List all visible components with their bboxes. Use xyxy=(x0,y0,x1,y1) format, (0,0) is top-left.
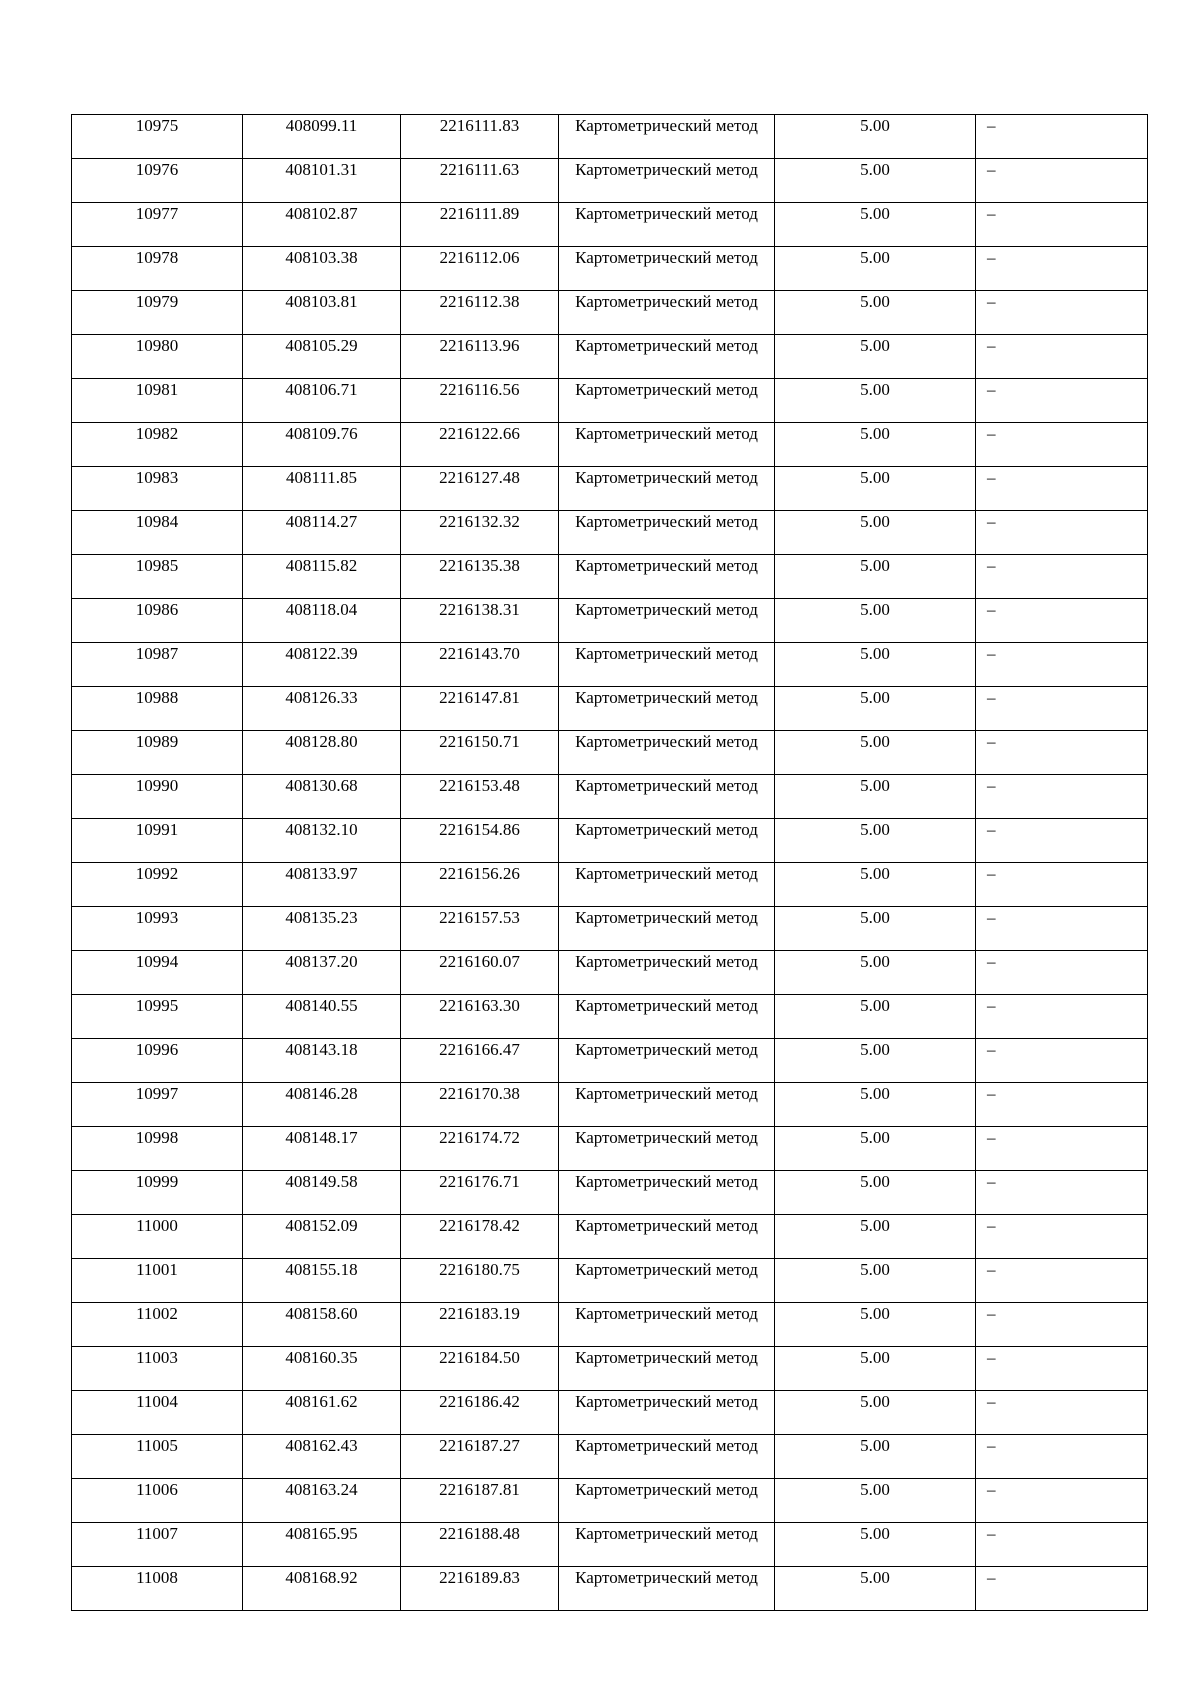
note-cell: – xyxy=(976,1083,1148,1127)
table-row xyxy=(72,907,1148,951)
x-coordinate-cell: 408103.38 xyxy=(243,247,401,291)
point-number-cell: 10993 xyxy=(72,907,243,951)
note-cell: – xyxy=(976,511,1148,555)
accuracy-cell: 5.00 xyxy=(775,1347,976,1391)
x-coordinate-cell: 408168.92 xyxy=(243,1567,401,1611)
method-cell: Картометрический метод xyxy=(559,1303,775,1347)
y-coordinate-cell: 2216187.81 xyxy=(401,1479,559,1523)
note-cell: – xyxy=(976,1259,1148,1303)
table-row xyxy=(72,995,1148,1039)
method-cell: Картометрический метод xyxy=(559,1435,775,1479)
x-coordinate-cell: 408165.95 xyxy=(243,1523,401,1567)
note-cell: – xyxy=(976,995,1148,1039)
accuracy-cell: 5.00 xyxy=(775,1435,976,1479)
note-cell: – xyxy=(976,863,1148,907)
point-number-cell: 11002 xyxy=(72,1303,243,1347)
table-row xyxy=(72,467,1148,511)
method-cell: Картометрический метод xyxy=(559,1391,775,1435)
table-row xyxy=(72,1083,1148,1127)
accuracy-cell: 5.00 xyxy=(775,775,976,819)
y-coordinate-cell: 2216188.48 xyxy=(401,1523,559,1567)
note-cell: – xyxy=(976,1523,1148,1567)
table-row xyxy=(72,775,1148,819)
point-number-cell: 10985 xyxy=(72,555,243,599)
method-cell: Картометрический метод xyxy=(559,115,775,159)
y-coordinate-cell: 2216147.81 xyxy=(401,687,559,731)
x-coordinate-cell: 408140.55 xyxy=(243,995,401,1039)
point-number-cell: 11000 xyxy=(72,1215,243,1259)
accuracy-cell: 5.00 xyxy=(775,1215,976,1259)
method-cell: Картометрический метод xyxy=(559,335,775,379)
table-row xyxy=(72,863,1148,907)
note-cell: – xyxy=(976,1303,1148,1347)
y-coordinate-cell: 2216156.26 xyxy=(401,863,559,907)
y-coordinate-cell: 2216187.27 xyxy=(401,1435,559,1479)
accuracy-cell: 5.00 xyxy=(775,291,976,335)
note-cell: – xyxy=(976,1479,1148,1523)
point-number-cell: 10975 xyxy=(72,115,243,159)
y-coordinate-cell: 2216122.66 xyxy=(401,423,559,467)
note-cell: – xyxy=(976,247,1148,291)
x-coordinate-cell: 408137.20 xyxy=(243,951,401,995)
method-cell: Картометрический метод xyxy=(559,423,775,467)
note-cell: – xyxy=(976,159,1148,203)
accuracy-cell: 5.00 xyxy=(775,1303,976,1347)
coordinates-table-body xyxy=(72,115,1148,1611)
point-number-cell: 10991 xyxy=(72,819,243,863)
accuracy-cell: 5.00 xyxy=(775,1523,976,1567)
x-coordinate-cell: 408109.76 xyxy=(243,423,401,467)
note-cell: – xyxy=(976,819,1148,863)
y-coordinate-cell: 2216150.71 xyxy=(401,731,559,775)
note-cell: – xyxy=(976,643,1148,687)
point-number-cell: 11001 xyxy=(72,1259,243,1303)
point-number-cell: 10997 xyxy=(72,1083,243,1127)
x-coordinate-cell: 408135.23 xyxy=(243,907,401,951)
accuracy-cell: 5.00 xyxy=(775,731,976,775)
x-coordinate-cell: 408130.68 xyxy=(243,775,401,819)
x-coordinate-cell: 408162.43 xyxy=(243,1435,401,1479)
table-row xyxy=(72,819,1148,863)
method-cell: Картометрический метод xyxy=(559,1259,775,1303)
x-coordinate-cell: 408122.39 xyxy=(243,643,401,687)
y-coordinate-cell: 2216174.72 xyxy=(401,1127,559,1171)
point-number-cell: 10978 xyxy=(72,247,243,291)
point-number-cell: 10989 xyxy=(72,731,243,775)
table-row xyxy=(72,1523,1148,1567)
note-cell: – xyxy=(976,907,1148,951)
accuracy-cell: 5.00 xyxy=(775,203,976,247)
x-coordinate-cell: 408143.18 xyxy=(243,1039,401,1083)
y-coordinate-cell: 2216138.31 xyxy=(401,599,559,643)
x-coordinate-cell: 408163.24 xyxy=(243,1479,401,1523)
accuracy-cell: 5.00 xyxy=(775,511,976,555)
note-cell: – xyxy=(976,379,1148,423)
table-row xyxy=(72,1479,1148,1523)
point-number-cell: 10992 xyxy=(72,863,243,907)
accuracy-cell: 5.00 xyxy=(775,379,976,423)
y-coordinate-cell: 2216183.19 xyxy=(401,1303,559,1347)
x-coordinate-cell: 408111.85 xyxy=(243,467,401,511)
point-number-cell: 10995 xyxy=(72,995,243,1039)
y-coordinate-cell: 2216180.75 xyxy=(401,1259,559,1303)
point-number-cell: 11007 xyxy=(72,1523,243,1567)
y-coordinate-cell: 2216113.96 xyxy=(401,335,559,379)
y-coordinate-cell: 2216170.38 xyxy=(401,1083,559,1127)
note-cell: – xyxy=(976,555,1148,599)
note-cell: – xyxy=(976,291,1148,335)
table-row xyxy=(72,555,1148,599)
x-coordinate-cell: 408128.80 xyxy=(243,731,401,775)
x-coordinate-cell: 408155.18 xyxy=(243,1259,401,1303)
point-number-cell: 10976 xyxy=(72,159,243,203)
y-coordinate-cell: 2216153.48 xyxy=(401,775,559,819)
accuracy-cell: 5.00 xyxy=(775,1391,976,1435)
method-cell: Картометрический метод xyxy=(559,247,775,291)
table-row xyxy=(72,1171,1148,1215)
point-number-cell: 11003 xyxy=(72,1347,243,1391)
point-number-cell: 10986 xyxy=(72,599,243,643)
x-coordinate-cell: 408126.33 xyxy=(243,687,401,731)
x-coordinate-cell: 408106.71 xyxy=(243,379,401,423)
table-row xyxy=(72,423,1148,467)
table-row xyxy=(72,511,1148,555)
table-row xyxy=(72,643,1148,687)
method-cell: Картометрический метод xyxy=(559,203,775,247)
note-cell: – xyxy=(976,1347,1148,1391)
y-coordinate-cell: 2216127.48 xyxy=(401,467,559,511)
note-cell: – xyxy=(976,731,1148,775)
note-cell: – xyxy=(976,599,1148,643)
method-cell: Картометрический метод xyxy=(559,1171,775,1215)
method-cell: Картометрический метод xyxy=(559,291,775,335)
note-cell: – xyxy=(976,775,1148,819)
x-coordinate-cell: 408149.58 xyxy=(243,1171,401,1215)
note-cell: – xyxy=(976,423,1148,467)
point-number-cell: 11008 xyxy=(72,1567,243,1611)
method-cell: Картометрический метод xyxy=(559,1479,775,1523)
table-row xyxy=(72,731,1148,775)
x-coordinate-cell: 408133.97 xyxy=(243,863,401,907)
table-row xyxy=(72,687,1148,731)
method-cell: Картометрический метод xyxy=(559,907,775,951)
point-number-cell: 10982 xyxy=(72,423,243,467)
accuracy-cell: 5.00 xyxy=(775,115,976,159)
note-cell: – xyxy=(976,1127,1148,1171)
point-number-cell: 10998 xyxy=(72,1127,243,1171)
point-number-cell: 10990 xyxy=(72,775,243,819)
accuracy-cell: 5.00 xyxy=(775,247,976,291)
method-cell: Картометрический метод xyxy=(559,1039,775,1083)
method-cell: Картометрический метод xyxy=(559,599,775,643)
method-cell: Картометрический метод xyxy=(559,379,775,423)
table-row xyxy=(72,1039,1148,1083)
note-cell: – xyxy=(976,467,1148,511)
x-coordinate-cell: 408101.31 xyxy=(243,159,401,203)
method-cell: Картометрический метод xyxy=(559,1083,775,1127)
point-number-cell: 10996 xyxy=(72,1039,243,1083)
x-coordinate-cell: 408152.09 xyxy=(243,1215,401,1259)
accuracy-cell: 5.00 xyxy=(775,599,976,643)
point-number-cell: 10987 xyxy=(72,643,243,687)
table-row xyxy=(72,1567,1148,1611)
point-number-cell: 10980 xyxy=(72,335,243,379)
method-cell: Картометрический метод xyxy=(559,775,775,819)
point-number-cell: 10988 xyxy=(72,687,243,731)
point-number-cell: 10999 xyxy=(72,1171,243,1215)
y-coordinate-cell: 2216176.71 xyxy=(401,1171,559,1215)
table-row xyxy=(72,115,1148,159)
point-number-cell: 10981 xyxy=(72,379,243,423)
accuracy-cell: 5.00 xyxy=(775,467,976,511)
method-cell: Картометрический метод xyxy=(559,467,775,511)
table-row xyxy=(72,599,1148,643)
y-coordinate-cell: 2216178.42 xyxy=(401,1215,559,1259)
note-cell: – xyxy=(976,335,1148,379)
accuracy-cell: 5.00 xyxy=(775,1127,976,1171)
y-coordinate-cell: 2216112.38 xyxy=(401,291,559,335)
method-cell: Картометрический метод xyxy=(559,995,775,1039)
x-coordinate-cell: 408099.11 xyxy=(243,115,401,159)
y-coordinate-cell: 2216154.86 xyxy=(401,819,559,863)
note-cell: – xyxy=(976,115,1148,159)
accuracy-cell: 5.00 xyxy=(775,951,976,995)
point-number-cell: 10977 xyxy=(72,203,243,247)
method-cell: Картометрический метод xyxy=(559,1215,775,1259)
table-row xyxy=(72,1127,1148,1171)
y-coordinate-cell: 2216111.83 xyxy=(401,115,559,159)
accuracy-cell: 5.00 xyxy=(775,335,976,379)
method-cell: Картометрический метод xyxy=(559,159,775,203)
note-cell: – xyxy=(976,1435,1148,1479)
x-coordinate-cell: 408148.17 xyxy=(243,1127,401,1171)
coordinates-table xyxy=(71,114,1148,1611)
method-cell: Картометрический метод xyxy=(559,731,775,775)
y-coordinate-cell: 2216111.63 xyxy=(401,159,559,203)
x-coordinate-cell: 408132.10 xyxy=(243,819,401,863)
table-row xyxy=(72,1215,1148,1259)
method-cell: Картометрический метод xyxy=(559,1567,775,1611)
note-cell: – xyxy=(976,951,1148,995)
x-coordinate-cell: 408160.35 xyxy=(243,1347,401,1391)
accuracy-cell: 5.00 xyxy=(775,819,976,863)
table-row xyxy=(72,1435,1148,1479)
y-coordinate-cell: 2216143.70 xyxy=(401,643,559,687)
point-number-cell: 10983 xyxy=(72,467,243,511)
y-coordinate-cell: 2216163.30 xyxy=(401,995,559,1039)
table-row xyxy=(72,1303,1148,1347)
note-cell: – xyxy=(976,1567,1148,1611)
method-cell: Картометрический метод xyxy=(559,863,775,907)
method-cell: Картометрический метод xyxy=(559,687,775,731)
accuracy-cell: 5.00 xyxy=(775,687,976,731)
point-number-cell: 10994 xyxy=(72,951,243,995)
accuracy-cell: 5.00 xyxy=(775,995,976,1039)
accuracy-cell: 5.00 xyxy=(775,1083,976,1127)
accuracy-cell: 5.00 xyxy=(775,1039,976,1083)
y-coordinate-cell: 2216111.89 xyxy=(401,203,559,247)
point-number-cell: 10984 xyxy=(72,511,243,555)
method-cell: Картометрический метод xyxy=(559,1127,775,1171)
table-row xyxy=(72,1259,1148,1303)
y-coordinate-cell: 2216166.47 xyxy=(401,1039,559,1083)
accuracy-cell: 5.00 xyxy=(775,1479,976,1523)
x-coordinate-cell: 408105.29 xyxy=(243,335,401,379)
table-row xyxy=(72,291,1148,335)
y-coordinate-cell: 2216184.50 xyxy=(401,1347,559,1391)
method-cell: Картометрический метод xyxy=(559,555,775,599)
accuracy-cell: 5.00 xyxy=(775,1259,976,1303)
table-row xyxy=(72,335,1148,379)
table-row xyxy=(72,159,1148,203)
note-cell: – xyxy=(976,1215,1148,1259)
y-coordinate-cell: 2216116.56 xyxy=(401,379,559,423)
point-number-cell: 11004 xyxy=(72,1391,243,1435)
y-coordinate-cell: 2216135.38 xyxy=(401,555,559,599)
accuracy-cell: 5.00 xyxy=(775,907,976,951)
note-cell: – xyxy=(976,687,1148,731)
method-cell: Картометрический метод xyxy=(559,951,775,995)
method-cell: Картометрический метод xyxy=(559,1523,775,1567)
point-number-cell: 11005 xyxy=(72,1435,243,1479)
point-number-cell: 10979 xyxy=(72,291,243,335)
x-coordinate-cell: 408102.87 xyxy=(243,203,401,247)
x-coordinate-cell: 408161.62 xyxy=(243,1391,401,1435)
x-coordinate-cell: 408114.27 xyxy=(243,511,401,555)
accuracy-cell: 5.00 xyxy=(775,643,976,687)
method-cell: Картометрический метод xyxy=(559,819,775,863)
y-coordinate-cell: 2216157.53 xyxy=(401,907,559,951)
y-coordinate-cell: 2216112.06 xyxy=(401,247,559,291)
accuracy-cell: 5.00 xyxy=(775,159,976,203)
table-row xyxy=(72,951,1148,995)
y-coordinate-cell: 2216186.42 xyxy=(401,1391,559,1435)
table-row xyxy=(72,203,1148,247)
y-coordinate-cell: 2216160.07 xyxy=(401,951,559,995)
accuracy-cell: 5.00 xyxy=(775,1567,976,1611)
method-cell: Картометрический метод xyxy=(559,511,775,555)
point-number-cell: 11006 xyxy=(72,1479,243,1523)
accuracy-cell: 5.00 xyxy=(775,555,976,599)
note-cell: – xyxy=(976,203,1148,247)
x-coordinate-cell: 408146.28 xyxy=(243,1083,401,1127)
table-row xyxy=(72,247,1148,291)
note-cell: – xyxy=(976,1171,1148,1215)
method-cell: Картометрический метод xyxy=(559,1347,775,1391)
x-coordinate-cell: 408103.81 xyxy=(243,291,401,335)
accuracy-cell: 5.00 xyxy=(775,1171,976,1215)
accuracy-cell: 5.00 xyxy=(775,423,976,467)
table-row xyxy=(72,1391,1148,1435)
table-row xyxy=(72,1347,1148,1391)
x-coordinate-cell: 408115.82 xyxy=(243,555,401,599)
y-coordinate-cell: 2216189.83 xyxy=(401,1567,559,1611)
note-cell: – xyxy=(976,1391,1148,1435)
x-coordinate-cell: 408158.60 xyxy=(243,1303,401,1347)
note-cell: – xyxy=(976,1039,1148,1083)
x-coordinate-cell: 408118.04 xyxy=(243,599,401,643)
method-cell: Картометрический метод xyxy=(559,643,775,687)
table-row xyxy=(72,379,1148,423)
accuracy-cell: 5.00 xyxy=(775,863,976,907)
y-coordinate-cell: 2216132.32 xyxy=(401,511,559,555)
